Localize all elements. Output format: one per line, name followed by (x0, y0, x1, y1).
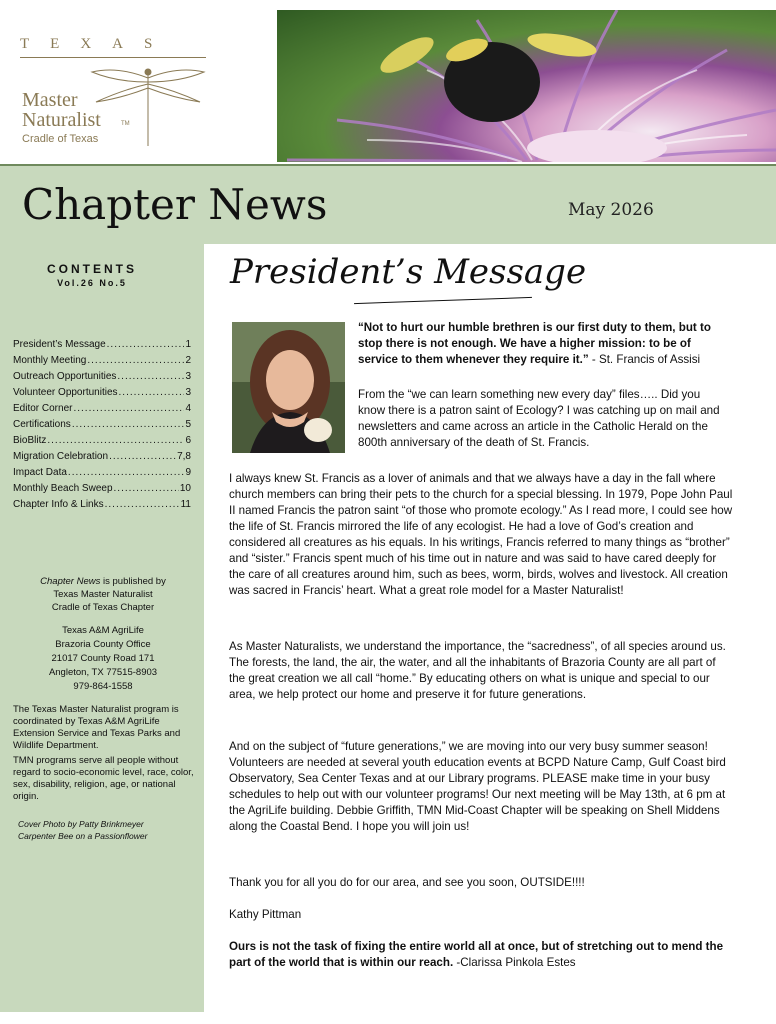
toc-item-page: 6 (185, 435, 191, 446)
toc-item[interactable] (13, 481, 191, 497)
toc-item[interactable] (13, 433, 191, 449)
toc-item[interactable] (13, 497, 191, 513)
toc-leader-dots (119, 385, 185, 401)
toc-item-page: 9 (185, 467, 191, 478)
office-line: Brazoria County Office (55, 639, 151, 650)
toc-leader-dots (107, 337, 185, 353)
signature-name: Kathy Pittman (229, 908, 302, 921)
toc-item-page: 5 (185, 419, 191, 430)
newsletter-title: Chapter News (22, 180, 328, 229)
toc-leader-dots (105, 497, 180, 513)
toc-item-page: 11 (180, 499, 191, 510)
toc-item-page: 3 (185, 371, 191, 382)
photo-credit-line2: Carpenter Bee on a Passionflower (18, 831, 148, 841)
table-of-contents (13, 337, 191, 513)
office-address (10, 624, 196, 694)
toc-item[interactable] (13, 385, 191, 401)
publisher-name: Chapter News (40, 576, 101, 587)
paragraph-future-generations: And on the subject of “future generations,” we are moving into our very busy summer season! Volunteers are needed at several youth education events at BCPD Nature Camp, Gulf Coast bird Observatory, Sea Center Texas and at our Library programs. PLEASE make time in your busy schedules to help out with our volunteer programs! Our next meeting will be May 13th, at 6 pm at the AgriLife building. Debbie Griffith, TMN Mid-Coast Chapter will be speaking on Shell Middens along the Coastal Bend. I hope you will join us! (229, 740, 726, 833)
contents-title: CONTENTS (47, 262, 137, 276)
quote-text: “Not to hurt our humble brethren is our first duty to them, but to stop there is not enough. We have a higher mission: to be of service to them whenever they require it.” (358, 321, 711, 366)
toc-item-label: Migration Celebration (13, 451, 109, 462)
paragraph-thank-you: Thank you for all you do for our area, and see you soon, OUTSIDE!!!! (229, 876, 585, 889)
toc-leader-dots (114, 481, 179, 497)
toc-item[interactable] (13, 401, 191, 417)
toc-leader-dots (68, 465, 185, 481)
office-line: 21017 County Road 171 (51, 653, 155, 664)
publisher-line2: Texas Master Naturalist (53, 589, 153, 600)
toc-item-page: 7,8 (177, 451, 191, 462)
toc-item-label: Certifications (13, 419, 71, 430)
heading-underline (354, 297, 532, 304)
dragonfly-icon (88, 60, 208, 150)
article-heading: President’s Message (230, 252, 587, 292)
office-line: Angleton, TX 77515-8903 (48, 667, 158, 678)
publisher-line3: Cradle of Texas Chapter (51, 602, 155, 613)
toc-item-page: 4 (185, 403, 191, 414)
toc-item-page: 1 (185, 339, 191, 350)
toc-item[interactable] (13, 369, 191, 385)
logo-line-master: Master (22, 89, 78, 111)
toc-leader-dots (47, 433, 184, 449)
publisher-note (10, 575, 196, 614)
toc-leader-dots (73, 401, 184, 417)
office-line: Texas A&M AgriLife (62, 625, 144, 636)
paragraph-st-francis: I always knew St. Francis as a lover of animals and that we always have a day in the fall where church members can bring their pets to the church for a special blessing. In 1979, Pope John Paul II named Francis the patron saint “of those who promote ecology.” As I read more, I could see how the life of St. Francis mirrored the life of any ecologist. He had a love of God’s creation and considered all creatures as his equals. In his writings, Francis referred to many things as “brother” and “sister.” Francis spent much of his time out in nature and was said to have cared deeply for the care of all creatures around him, such as bees, worm, birds, wolves and livestock. All creation was sacred in Francis’ heart. What a great role model for a Master Naturalist! (229, 472, 733, 597)
toc-item-page: 2 (185, 355, 191, 366)
toc-item-label: Monthly Meeting (13, 355, 87, 366)
toc-item[interactable] (13, 449, 191, 465)
toc-item[interactable] (13, 417, 191, 433)
logo-rule (20, 57, 206, 58)
toc-item-label: Editor Corner (13, 403, 73, 414)
toc-item-page: 10 (179, 483, 191, 494)
logo-state-text: TEXAS (20, 36, 174, 52)
paragraph-master-naturalists: As Master Naturalists, we understand the importance, the “sacredness”, of all species around us. The forests, the land, the air, the water, and all the inhabitants of Brazoria County are all part of the great creation we all call “home.” By educating others on what is unique and special to our area, we help protect our home and preserve it for future generations. (229, 640, 726, 701)
toc-item[interactable] (13, 337, 191, 353)
photo-credit (18, 818, 198, 842)
office-phone: 979-864-1558 (73, 681, 133, 692)
logo-trademark: TM (121, 121, 130, 127)
closing-quote-attribution: -Clarissa Pinkola Estes (453, 956, 576, 969)
issue-date: May 2026 (568, 200, 654, 220)
chapter-logo (0, 0, 277, 164)
toc-item-label: Outreach Opportunities (13, 371, 117, 382)
paragraph-intro: From the “we can learn something new every day” files….. Did you know there is a patron saint of Ecology? I was catching up on mail and newsletters and came across an article in the Catholic Herald on the 800th anniversary of the death of St. Francis. (358, 388, 720, 449)
toc-item-page: 3 (185, 387, 191, 398)
toc-item-label: President’s Message (13, 339, 106, 350)
masthead-banner (0, 164, 776, 244)
cover-photo (277, 10, 776, 162)
toc-item-label: Chapter Info & Links (13, 499, 104, 510)
toc-leader-dots (117, 369, 184, 385)
logo-line-naturalist: Naturalist (22, 109, 101, 131)
closing-quote (229, 939, 733, 971)
nondiscrimination-note: TMN programs serve all people without regard to socio-economic level, race, color, sex, disability, religion, age, or national origin. (13, 755, 194, 802)
toc-item-label: Volunteer Opportunities (13, 387, 118, 398)
sidebar (0, 244, 204, 1012)
publisher-rest: is published by (100, 576, 166, 587)
toc-item-label: Impact Data (13, 467, 67, 478)
article (204, 244, 776, 1024)
toc-leader-dots (87, 353, 184, 369)
logo-chapter-name: Cradle of Texas (22, 133, 99, 145)
toc-item-label: BioBlitz (13, 435, 47, 446)
opening-quote (358, 320, 726, 368)
quote-attribution: - St. Francis of Assisi (588, 353, 701, 366)
toc-leader-dots (72, 417, 185, 433)
program-note: The Texas Master Naturalist program is coordinated by Texas A&M AgriLife Extension Service and Texas Parks and Wildlife Department. (13, 704, 181, 751)
toc-item[interactable] (13, 465, 191, 481)
toc-item-label: Monthly Beach Sweep (13, 483, 113, 494)
photo-credit-line1: Cover Photo by Patty Brinkmeyer (18, 819, 144, 829)
toc-item[interactable] (13, 353, 191, 369)
toc-leader-dots (109, 449, 176, 465)
closing-quote-text: Ours is not the task of fixing the entire world all at once, but of stretching out to mend the part of the world that is within our reach. (229, 940, 724, 969)
president-portrait (232, 322, 345, 453)
volume-number: Vol.26 No.5 (57, 278, 127, 288)
